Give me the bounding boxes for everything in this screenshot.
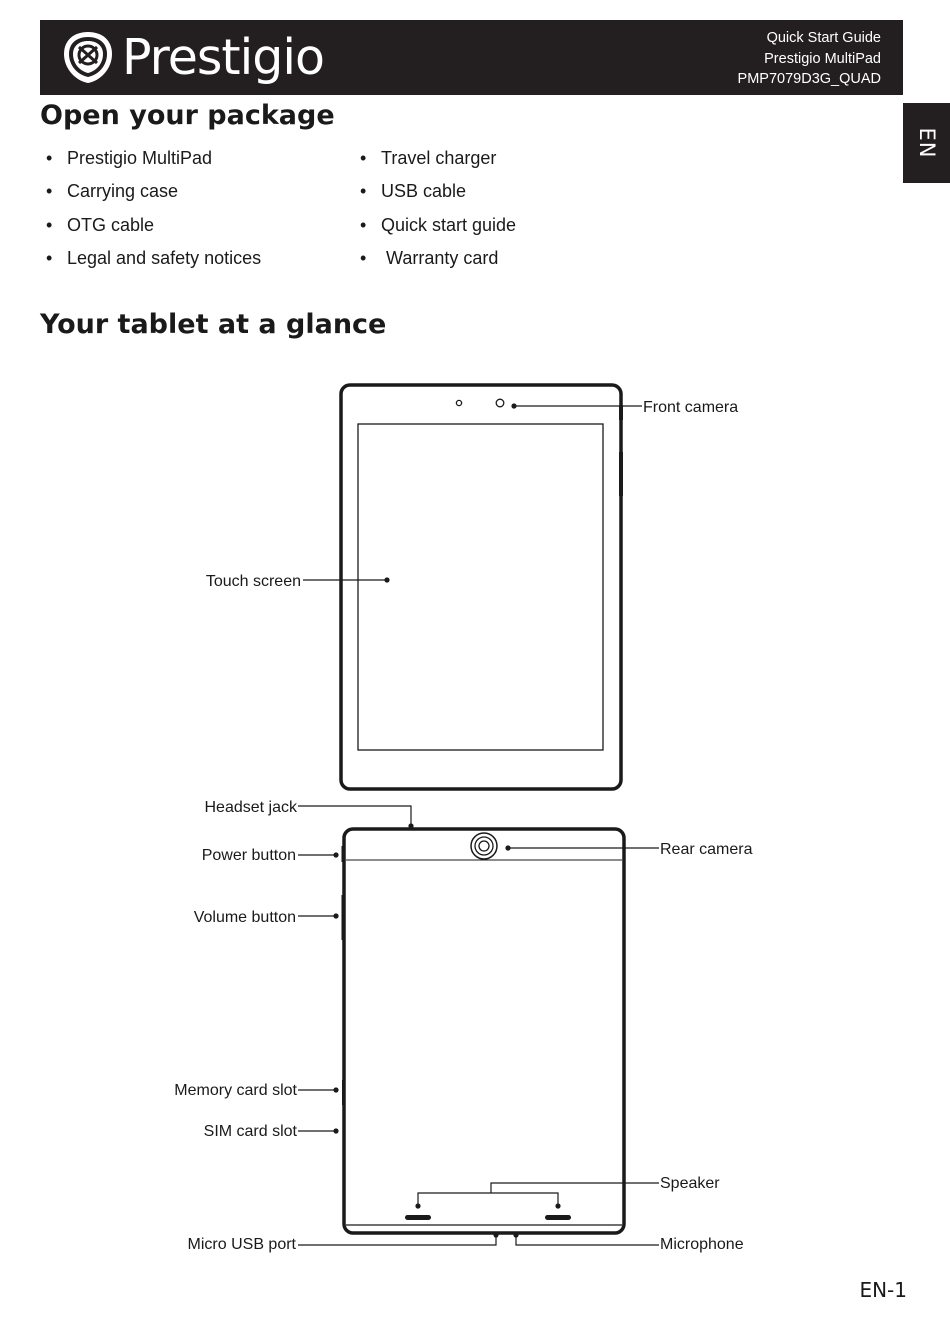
list-item: • Travel charger	[355, 142, 516, 175]
brand-name: Prestigio	[122, 29, 324, 86]
touch-screen-area	[358, 424, 603, 750]
label-headset-jack: Headset jack	[204, 799, 297, 816]
label-micro-usb-port: Micro USB port	[187, 1236, 296, 1253]
speaker-grille-left	[405, 1215, 431, 1220]
guide-title: Quick Start Guide	[766, 30, 881, 46]
product-name: Prestigio MultiPad	[764, 50, 881, 67]
label-rear-camera: Rear camera	[660, 841, 753, 858]
label-front-camera: Front camera	[643, 399, 739, 416]
list-item: • Legal and safety notices	[41, 242, 261, 275]
list-item: • Warranty card	[355, 242, 516, 275]
label-volume-button: Volume button	[193, 909, 296, 926]
tablet-back-body	[344, 829, 624, 1233]
front-camera-lens-icon	[496, 399, 504, 407]
tablet-front-body	[341, 385, 621, 789]
front-sensor-icon	[456, 400, 461, 405]
package-title: Open your package	[40, 100, 335, 131]
list-item: • OTG cable	[41, 209, 261, 242]
page-number: EN-1	[859, 1278, 907, 1302]
list-item: • Quick start guide	[355, 209, 516, 242]
speaker-grille-right	[545, 1215, 571, 1220]
label-sim-card-slot: SIM card slot	[203, 1123, 297, 1140]
model-number: PMP7079D3G_QUAD	[737, 71, 881, 87]
glance-title: Your tablet at a glance	[40, 309, 387, 340]
list-item: • Prestigio MultiPad	[41, 142, 261, 175]
label-speaker: Speaker	[660, 1175, 720, 1192]
label-touch-screen: Touch screen	[205, 573, 301, 590]
label-microphone: Microphone	[660, 1236, 744, 1253]
label-memory-card-slot: Memory card slot	[174, 1082, 297, 1099]
label-power-button: Power button	[201, 847, 296, 864]
list-item: • USB cable	[355, 175, 516, 208]
language-label: EN	[914, 127, 939, 159]
list-item: • Carrying case	[41, 175, 261, 208]
